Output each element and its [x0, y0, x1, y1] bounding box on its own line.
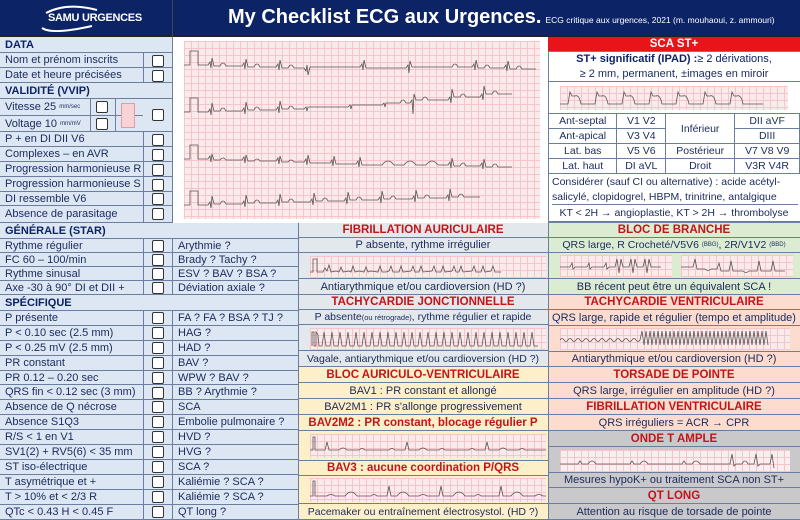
criterion-label: Rythme régulier	[5, 239, 83, 252]
checklist-item	[0, 192, 172, 206]
tdp-description: QRS large, irrégulier en amplitude (HD ?)	[548, 383, 800, 399]
item-label: DI ressemble V6	[5, 192, 87, 205]
tj-desc-small: (ou rétrograde)	[361, 312, 412, 322]
t-ample-treatment: Mesures hypoK+ ou traitement SCA non ST+	[548, 472, 800, 488]
checklist-row	[0, 415, 298, 430]
checkbox-voltage[interactable]	[96, 118, 108, 130]
divider	[172, 311, 173, 520]
checkbox-name[interactable]	[152, 55, 164, 67]
bb-desc-bbg: (BBG)	[701, 242, 719, 248]
criterion-checkbox[interactable]	[152, 282, 164, 294]
bav2m1-description: BAV2M1 : PR s'allonge progressivement	[298, 399, 548, 415]
criterion-checkbox[interactable]	[152, 254, 164, 266]
checklist-row	[0, 341, 298, 356]
qt-long-description: Attention au risque de torsade de pointe	[548, 504, 800, 520]
territory-cell: DI aVL	[617, 159, 666, 174]
differential-hint: Kaliémie ? SCA ?	[178, 475, 264, 488]
specific-section-title: SPÉCIFIQUE	[0, 295, 298, 311]
criterion-checkbox[interactable]	[152, 357, 164, 369]
checklist-row	[0, 267, 298, 281]
header-divider	[172, 0, 173, 37]
ecg-trace-icon	[310, 328, 546, 350]
bav2m2-ecg-strip	[310, 434, 546, 458]
checklist-row	[0, 475, 298, 490]
sca-criteria-rest: ≥ 2 dérivations,	[697, 53, 772, 65]
sca-criteria-line2: ≥ 2 mm, permanent, ±images en miroir	[548, 66, 800, 82]
ecg-trace-icon	[681, 255, 793, 277]
sca-ecg-strip	[560, 86, 788, 110]
checkbox[interactable]	[152, 179, 164, 191]
sca-criteria-bold: ST+ significatif (IPAD) :	[576, 53, 698, 65]
differential-hint: Embolie pulmonaire ?	[178, 416, 285, 429]
checklist-item	[0, 132, 172, 147]
divider	[172, 239, 173, 295]
divider	[143, 132, 144, 223]
criterion-checkbox[interactable]	[152, 312, 164, 324]
criterion-checkbox[interactable]	[152, 327, 164, 339]
item-label: P + en DI DII V6	[5, 133, 85, 145]
logo-text: SAMU URGENCES	[48, 12, 142, 24]
ecg-trace-icon	[310, 256, 546, 278]
checkbox-validity[interactable]	[152, 109, 164, 121]
bbd-ecg-strip	[681, 255, 793, 277]
differential-hint: HVD ?	[178, 431, 211, 444]
tj-treatment: Vagale, antiarythmique et/ou cardioversion (HD ?)	[298, 350, 548, 367]
territory-cell: V5 V6	[617, 144, 666, 159]
checklist-row	[0, 445, 298, 460]
checkbox[interactable]	[152, 208, 164, 220]
bav-treatment: Pacemaker ou entraînement électrosystol. (HD ?)	[298, 503, 548, 520]
bb-note: BB récent peut être un équivalent SCA !	[548, 278, 800, 295]
checklist-item	[0, 147, 172, 162]
checklist-row	[0, 430, 298, 445]
criterion-checkbox[interactable]	[152, 372, 164, 384]
fa-ecg-strip	[310, 256, 546, 278]
criterion-label: P < 0.10 sec (2.5 mm)	[5, 326, 114, 339]
sca-kt-advice: KT < 2H → angioplastie, KT > 2H → thrombolyse	[548, 205, 800, 223]
criterion-label: T > 10% et < 2/3 R	[5, 490, 98, 503]
checkbox-speed[interactable]	[96, 101, 108, 113]
territory-cell: Droit	[666, 159, 735, 174]
fv-description: QRS irréguliers = ACR → CPR	[548, 415, 800, 431]
bb-desc-b: , 2R/V1V2	[718, 239, 770, 251]
checklist-row	[0, 326, 298, 341]
speed-unit: mm/sec	[59, 104, 81, 110]
checklist-row	[0, 239, 298, 253]
ecg-trace-icon	[310, 434, 546, 458]
divider	[143, 53, 144, 83]
tdp-title: TORSADE DE POINTE	[548, 367, 800, 383]
ecg-trace-icon	[560, 255, 672, 277]
differential-hint: Kaliémie ? SCA ?	[178, 490, 264, 503]
checklist-row	[0, 371, 298, 386]
divider	[143, 239, 144, 295]
bav1-description: BAV1 : PR constant et allongé	[298, 383, 548, 399]
checklist-item	[0, 177, 172, 192]
differential-hint: SCA ?	[178, 460, 210, 473]
fa-treatment: Antiarythmique et/ou cardioversion (HD ?)	[298, 278, 548, 295]
territory-cell: Postérieur	[666, 144, 735, 159]
sca-title: SCA ST+	[548, 37, 800, 52]
ecg-trace-icon	[184, 41, 540, 219]
checkbox[interactable]	[152, 149, 164, 161]
tv-ecg-strip	[560, 328, 790, 350]
ecg-trace-icon	[310, 478, 546, 502]
bav3-ecg-strip	[310, 478, 546, 502]
territory-cell: DII aVF	[735, 114, 800, 129]
title-text: My Checklist ECG aux Urgences.	[228, 6, 542, 28]
differential-hint: HAD ?	[178, 341, 211, 354]
voltage-unit: mm/mV	[60, 120, 81, 127]
tv-title: TACHYCARDIE VENTRICULAIRE	[548, 295, 800, 310]
item-label: Complexes – en AVR	[5, 148, 109, 160]
criterion-checkbox[interactable]	[152, 461, 164, 473]
territory-cell: DIII	[735, 129, 800, 144]
criterion-label: PR 0.12 – 0.20 sec	[5, 371, 99, 384]
checklist-row	[0, 400, 298, 415]
t-ample-title: ONDE T AMPLE	[548, 431, 800, 447]
validity-section-title: VALIDITÉ (VVIP)	[0, 83, 172, 99]
item-label: Progression harmonieuse S	[5, 178, 141, 190]
item-label: Progression harmonieuse R	[5, 163, 142, 175]
criterion-checkbox[interactable]	[152, 476, 164, 488]
treatment-line: salicylé, clopidogrel, HBPM, trinitrine, antalgique	[552, 191, 777, 203]
differential-hint: HVG ?	[178, 446, 212, 459]
ecg-trace-icon	[560, 86, 788, 110]
bb-desc-a: QRS large, R Crocheté/V5V6	[562, 239, 702, 251]
checklist-row	[0, 281, 298, 295]
differential-hint: BAV ?	[178, 356, 209, 369]
differential-hint: WPW ? BAV ?	[178, 371, 249, 384]
checklist-row	[0, 311, 298, 326]
calibration-pulse-icon	[121, 103, 135, 128]
ecg-trace-icon	[560, 328, 790, 350]
criterion-checkbox[interactable]	[152, 240, 164, 252]
divider	[143, 311, 144, 520]
tj-desc-b: , rythme régulier et rapide	[411, 311, 532, 323]
criterion-checkbox[interactable]	[152, 401, 164, 413]
criterion-label: Absence S1Q3	[5, 416, 79, 429]
criterion-label: SV1(2) + RV5(6) < 35 mm	[5, 446, 133, 459]
criterion-label: T asymétrique et +	[5, 475, 97, 488]
criterion-label: QRS fin < 0.12 sec (3 mm)	[5, 386, 136, 399]
page-title	[228, 6, 775, 29]
territory-cell: V7 V8 V9	[735, 144, 800, 159]
criterion-checkbox[interactable]	[152, 387, 164, 399]
bav2m2-title: BAV2M2 : PR constant, blocage régulier P	[298, 415, 548, 431]
checklist-row	[0, 460, 298, 475]
differential-hint: HAG ?	[178, 326, 212, 339]
divider	[548, 223, 549, 520]
checkbox[interactable]	[152, 134, 164, 146]
ecg-trace-icon	[560, 450, 790, 472]
criterion-checkbox[interactable]	[152, 416, 164, 428]
criterion-label: QTc < 0.43 H < 0.45 F	[5, 505, 114, 518]
bav-title: BLOC AURICULO-VENTRICULAIRE	[298, 367, 548, 383]
checklist-row	[0, 386, 298, 401]
bav3-title: BAV3 : aucune coordination P/QRS	[298, 460, 548, 476]
criterion-label: Rythme sinusal	[5, 267, 81, 280]
criterion-label: R/S < 1 en V1	[5, 431, 74, 444]
checklist-row	[0, 253, 298, 267]
page-subtitle: ECG critique aux urgences, 2021 (m. mouhaoui, z. ammouri)	[545, 15, 775, 25]
checklist-item	[0, 206, 172, 223]
criterion-label: PR constant	[5, 356, 65, 369]
sca-treatment	[552, 175, 798, 205]
checklist-item	[0, 162, 172, 177]
main-ecg-12-lead	[184, 41, 540, 219]
sca-territory-table	[548, 113, 800, 174]
bb-description	[548, 238, 800, 253]
differential-hint: Déviation axiale ?	[178, 281, 265, 294]
t-ample-ecg-strip	[560, 450, 790, 472]
checklist-row	[0, 505, 298, 520]
fa-title: FIBRILLATION AURICULAIRE	[298, 223, 548, 238]
criterion-checkbox[interactable]	[152, 431, 164, 443]
differential-hint: SCA	[178, 401, 201, 414]
territory-cell: V3 V4	[617, 129, 666, 144]
speed-label: Vitesse 25	[5, 101, 57, 113]
item-label: Absence de parasitage	[5, 208, 118, 220]
territory-cell: Lat. bas	[549, 144, 617, 159]
differential-hint: FA ? FA ? BSA ? TJ ?	[178, 311, 283, 324]
territory-cell: Ant-apical	[549, 129, 617, 144]
item-label: Date et heure précisées	[5, 69, 122, 81]
territory-cell: Inférieur	[666, 114, 735, 144]
criterion-label: FC 60 – 100/min	[5, 253, 87, 266]
differential-hint: BB ? Arythmie ?	[178, 386, 257, 399]
bb-title: BLOC DE BRANCHE	[548, 223, 800, 238]
sca-criteria-line1	[548, 52, 800, 66]
criterion-label: Axe -30 à 90° DI et DII +	[5, 281, 125, 294]
tv-treatment: Antiarythmique et/ou cardioversion (HD ?)	[548, 351, 800, 367]
treatment-line: Considérer (sauf CI ou alternative) : acide acétyl-	[552, 176, 781, 188]
checkbox[interactable]	[152, 164, 164, 176]
checkbox[interactable]	[152, 193, 164, 205]
criterion-checkbox[interactable]	[152, 491, 164, 503]
criterion-label: Absence de Q nécrose	[5, 401, 117, 414]
criterion-checkbox[interactable]	[152, 506, 164, 518]
checklist-item-date	[0, 68, 172, 83]
divider	[172, 37, 173, 223]
criterion-label: P < 0.25 mV (2.5 mm)	[5, 341, 113, 354]
criterion-label: P présente	[5, 311, 59, 324]
differential-hint: Arythmie ?	[178, 239, 231, 252]
tv-description: QRS large, rapide et régulier (tempo et amplitude)	[548, 310, 800, 326]
data-section-title: DATA	[0, 37, 172, 53]
divider	[115, 99, 116, 132]
checklist-row	[0, 356, 298, 371]
territory-cell: Lat. haut	[549, 159, 617, 174]
voltage-label: Voltage 10	[5, 117, 57, 130]
fv-title: FIBRILLATION VENTRICULAIRE	[548, 399, 800, 415]
checklist-item-name	[0, 53, 172, 68]
differential-hint: QT long ?	[178, 505, 227, 518]
tj-ecg-strip	[310, 328, 546, 350]
tj-title: TACHYCARDIE JONCTIONNELLE	[298, 295, 548, 310]
territory-cell: V1 V2	[617, 114, 666, 129]
bb-desc-bbd: (BBD)	[769, 242, 786, 248]
tj-description	[298, 310, 548, 325]
differential-hint: Brady ? Tachy ?	[178, 253, 257, 266]
header	[0, 0, 800, 37]
criterion-label: ST iso-électrique	[5, 460, 88, 473]
samu-logo	[12, 4, 162, 34]
checklist-row	[0, 490, 298, 505]
fa-description: P absente, rythme irrégulier	[298, 238, 548, 253]
differential-hint: ESV ? BAV ? BSA ?	[178, 267, 277, 280]
item-label: Nom et prénom inscrits	[5, 54, 119, 66]
criterion-checkbox[interactable]	[152, 268, 164, 280]
qt-long-title: QT LONG	[548, 488, 800, 504]
territory-cell: Ant-septal	[549, 114, 617, 129]
tj-desc-a: P absente	[314, 311, 362, 323]
bbg-ecg-strip	[560, 255, 672, 277]
general-section-title: GÉNÉRALE (STAR)	[0, 223, 298, 239]
checkbox-date[interactable]	[152, 70, 164, 82]
criterion-checkbox[interactable]	[152, 446, 164, 458]
territory-cell: V3R V4R	[735, 159, 800, 174]
divider	[90, 99, 91, 132]
criterion-checkbox[interactable]	[152, 342, 164, 354]
